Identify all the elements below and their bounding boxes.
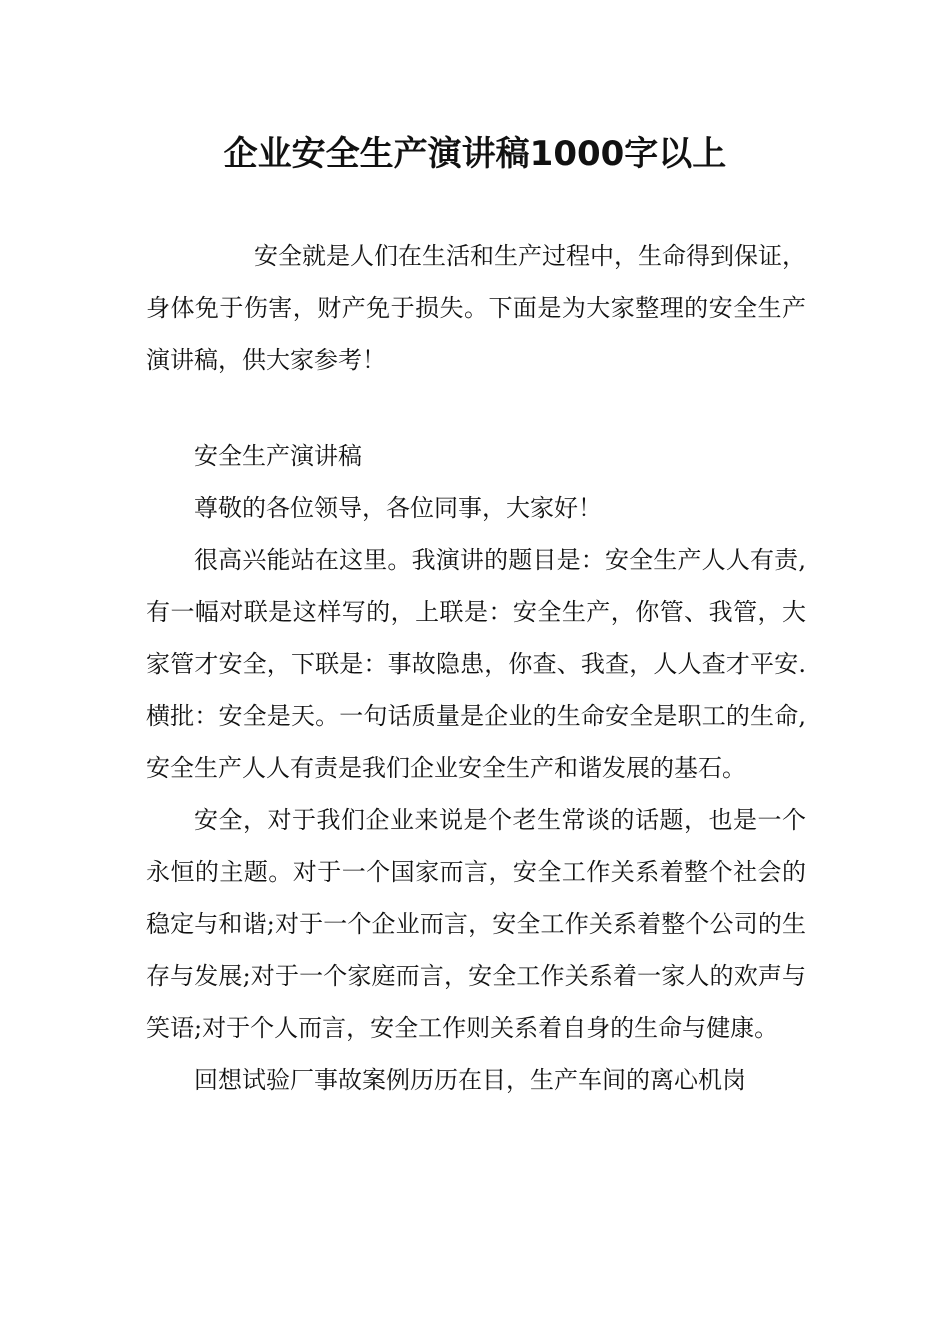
greeting-line: 尊敬的各位领导，各位同事，大家好！	[194, 494, 602, 522]
section-heading: 安全生产演讲稿	[194, 442, 362, 470]
document-body	[146, 230, 806, 1106]
body-paragraph: 安全，对于我们企业来说是个老生常谈的话题，也是一个永恒的主题。对于一个国家而言，安全工作关系着整个社会的稳定与和谐;对于一个企业而言，安全工作关系着整个公司的生存与发展;对于一个家庭而言，安全工作关系着一家人的欢声与笑语;对于个人而言，安全工作则关系着自身的生命与健康。	[146, 806, 806, 1042]
body-paragraph: 很高兴能站在这里。我演讲的题目是：安全生产人人有责,有一幅对联是这样写的，上联是：安全生产，你管、我管，大家管才安全，下联是：事故隐患，你查、我查，人人查才平安.横批：安全是天。一句话质量是企业的生命安全是职工的生命,安全生产人人有责是我们企业安全生产和谐发展的基石。	[146, 546, 806, 782]
body-paragraph: 回想试验厂事故案例历历在目，生产车间的离心机岗	[194, 1066, 746, 1094]
document-title: 企业安全生产演讲稿1000字以上	[223, 134, 727, 174]
intro-paragraph: 安全就是人们在生活和生产过程中，生命得到保证，身体免于伤害，财产免于损失。下面是为大家整理的安全生产演讲稿，供大家参考！	[146, 242, 806, 374]
